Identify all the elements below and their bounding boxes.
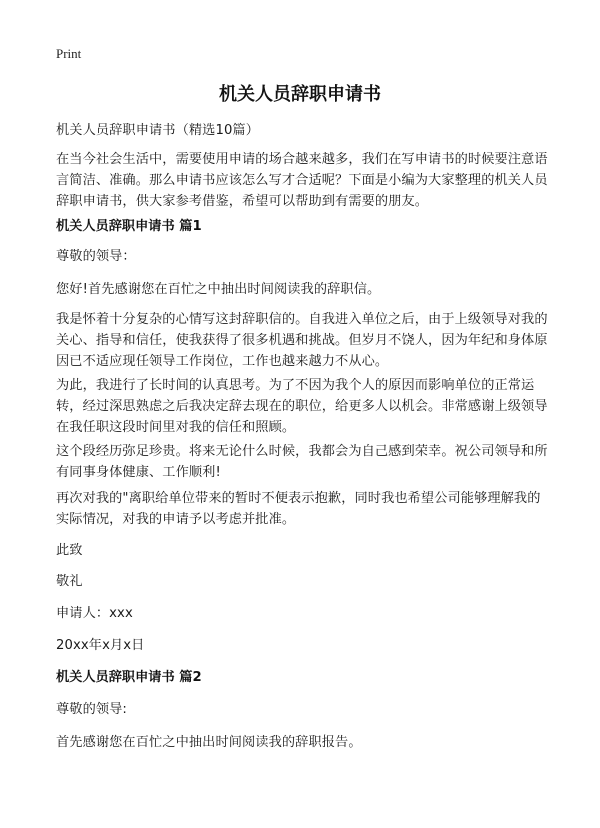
section-2-heading: 机关人员辞职申请书 篇2 bbox=[56, 670, 202, 685]
section-1-paragraph-4: 这个段经历弥足珍贵。将来无论什么时候，我都会为自己感到荣幸。祝公司领导和所有同事身体健康、工作顺利! bbox=[56, 444, 548, 480]
section-1-paragraph-1: 您好!首先感谢您在百忙之中抽出时间阅读我的辞职信。 bbox=[56, 282, 381, 297]
section-1-paragraph-2: 我是怀着十分复杂的心情写这封辞职信的。自我进入单位之后，由于上级领导对我的关心、指导和信任，使我获得了很多机遇和挑战。但岁月不饶人，因为年纪和身体原因已不适应现任领导工作岗位，工作也越来越力不从心。 bbox=[56, 312, 548, 369]
page-title: 机关人员辞职申请书 bbox=[219, 84, 381, 105]
section-1-closing-2: 敬礼 bbox=[56, 574, 83, 589]
section-1-paragraph-3: 为此，我进行了长时间的认真思考。为了不因为我个人的原因而影响单位的正常运转，经过深思熟虑之后我决定辞去现在的职位，给更多人以机会。非常感谢上级领导在我任职这段时间里对我的信任和照顾。 bbox=[56, 378, 548, 435]
section-2-paragraph-1: 首先感谢您在百忙之中抽出时间阅读我的辞职报告。 bbox=[56, 735, 362, 750]
section-1-paragraph-5: 再次对我的"离职给单位带来的暂时不便表示抱歉，同时我也希望公司能够理解我的实际情况，对我的申请予以考虑并批准。 bbox=[56, 491, 541, 527]
document-subtitle: 机关人员辞职申请书（精选10篇） bbox=[56, 123, 260, 138]
section-1-heading: 机关人员辞职申请书 篇1 bbox=[56, 219, 202, 234]
section-1-closing-1: 此致 bbox=[56, 543, 83, 558]
section-1-date: 20xx年x月x日 bbox=[56, 638, 145, 653]
section-1-applicant: 申请人：xxx bbox=[56, 606, 133, 621]
intro-paragraph: 在当今社会生活中，需要使用申请的场合越来越多，我们在写申请书的时候要注意语言简洁、准确。那么申请书应该怎么写才合适呢？下面是小编为大家整理的机关人员辞职申请书，供大家参考借鉴，希望可以帮助到有需要的朋友。 bbox=[56, 152, 548, 209]
section-1-greeting: 尊敬的领导： bbox=[56, 249, 136, 264]
section-2-greeting: 尊敬的领导: bbox=[56, 702, 127, 717]
print-link[interactable]: Print bbox=[56, 46, 82, 61]
